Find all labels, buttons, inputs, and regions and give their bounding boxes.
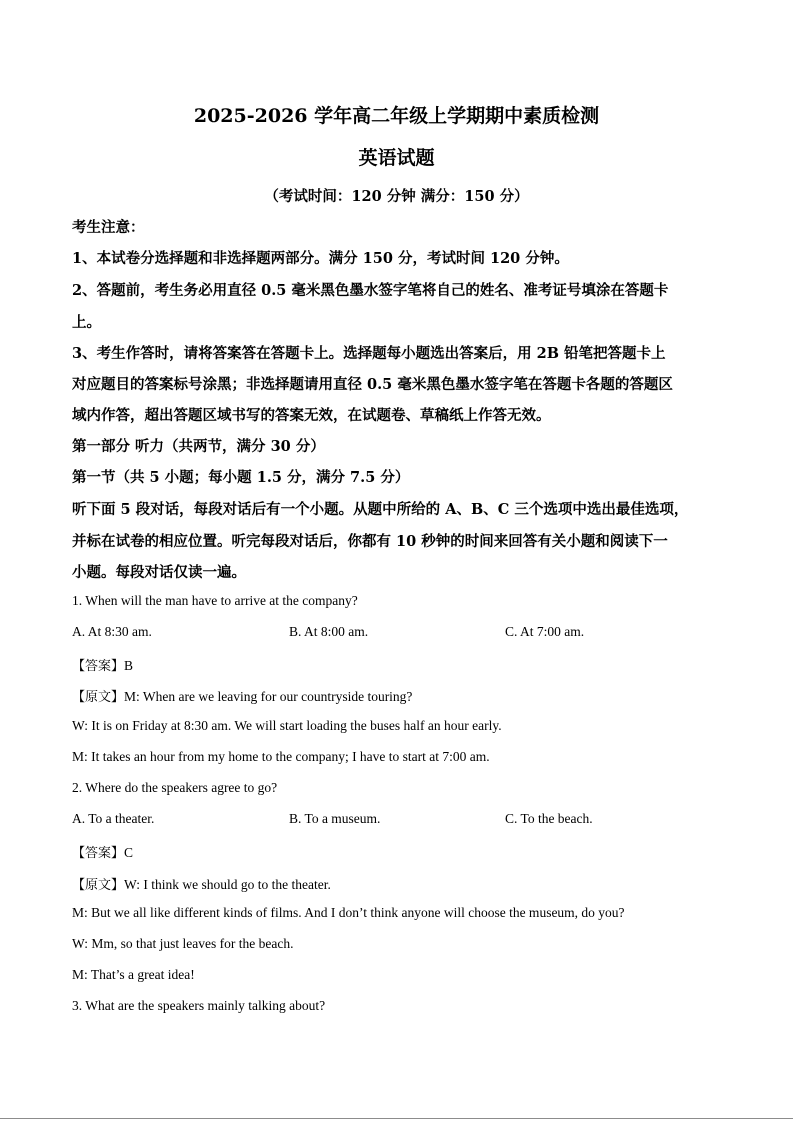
question-3-stem: 3. What are the speakers mainly talking about? bbox=[72, 998, 326, 1013]
notice-item-1: 1、本试卷分选择题和非选择题两部分。满分 150 分，考试时间 120 分钟。 bbox=[72, 250, 569, 267]
question-2-option-c: C. To the beach. bbox=[505, 811, 593, 826]
page-footer-rule bbox=[0, 1118, 793, 1119]
transcript-label: 【原文】 bbox=[72, 690, 125, 705]
notice-heading: 考生注意： bbox=[72, 219, 145, 236]
notice-item-2-line-2: 上。 bbox=[72, 314, 101, 331]
question-1-answer bbox=[72, 655, 133, 674]
answer-label: 【答案】 bbox=[72, 846, 125, 861]
answer-value: C bbox=[124, 845, 134, 860]
question-1-transcript-line-3: M: It takes an hour from my home to the company; I have to start at 7:00 am. bbox=[72, 749, 490, 764]
instructions-line-2: 并标在试卷的相应位置。听完每段对话后，你都有 10 秒钟的时间来回答有关小题和阅读下一 bbox=[72, 533, 668, 550]
section-one-heading: 第一节（共 5 小题；每小题 1.5 分，满分 7.5 分） bbox=[72, 469, 410, 486]
question-2-transcript-line-2: M: But we all like different kinds of films. And I don’t think anyone will choose the museum, do you? bbox=[72, 905, 625, 920]
notice-item-3-line-3: 域内作答，超出答题区域书写的答案无效，在试题卷、草稿纸上作答无效。 bbox=[72, 407, 551, 424]
notice-item-2-line-1: 2、答题前，考生务必用直径 0.5 毫米黑色墨水签字笔将自己的姓名、准考证号填涂在答题卡 bbox=[72, 282, 669, 299]
answer-value: B bbox=[124, 658, 134, 673]
question-2-option-b: B. To a museum. bbox=[289, 811, 381, 826]
question-1-option-c: C. At 7:00 am. bbox=[505, 624, 585, 639]
notice-item-3-line-1: 3、考生作答时，请将答案答在答题卡上。选择题每小题选出答案后，用 2B 铅笔把答题卡上 bbox=[72, 345, 666, 362]
question-1-option-b: B. At 8:00 am. bbox=[289, 624, 369, 639]
transcript-label: 【原文】 bbox=[72, 878, 125, 893]
question-1-stem: 1. When will the man have to arrive at the company? bbox=[72, 593, 358, 608]
answer-label: 【答案】 bbox=[72, 659, 125, 674]
transcript-text: M: When are we leaving for our countryside touring? bbox=[124, 689, 413, 704]
question-1-transcript-line-2: W: It is on Friday at 8:30 am. We will start loading the buses half an hour early. bbox=[72, 718, 502, 733]
transcript-text: W: I think we should go to the theater. bbox=[124, 877, 331, 892]
part-one-heading: 第一部分 听力（共两节，满分 30 分） bbox=[72, 438, 325, 455]
exam-info: （考试时间：120 分钟 满分：150 分） bbox=[264, 188, 529, 205]
question-2-option-a: A. To a theater. bbox=[72, 811, 155, 826]
question-1-option-a: A. At 8:30 am. bbox=[72, 624, 152, 639]
question-1-transcript-line-1 bbox=[72, 686, 412, 705]
subject-title: 英语试题 bbox=[358, 147, 435, 169]
question-2-answer bbox=[72, 842, 133, 861]
question-2-stem: 2. Where do the speakers agree to go? bbox=[72, 780, 278, 795]
instructions-line-3: 小题。每段对话仅读一遍。 bbox=[72, 564, 246, 581]
notice-item-3-line-2: 对应题目的答案标号涂黑；非选择题请用直径 0.5 毫米黑色墨水签字笔在答题卡各题的答题区 bbox=[72, 376, 673, 393]
instructions-line-1: 听下面 5 段对话，每段对话后有一个小题。从题中所给的 A、B、C 三个选项中选出最佳选项， bbox=[72, 501, 689, 518]
question-2-transcript-line-4: M: That’s a great idea! bbox=[72, 967, 195, 982]
exam-title: 2025-2026 学年高二年级上学期期中素质检测 bbox=[193, 105, 600, 127]
question-2-transcript-line-3: W: Mm, so that just leaves for the beach. bbox=[72, 936, 294, 951]
question-2-transcript-line-1 bbox=[72, 874, 331, 893]
